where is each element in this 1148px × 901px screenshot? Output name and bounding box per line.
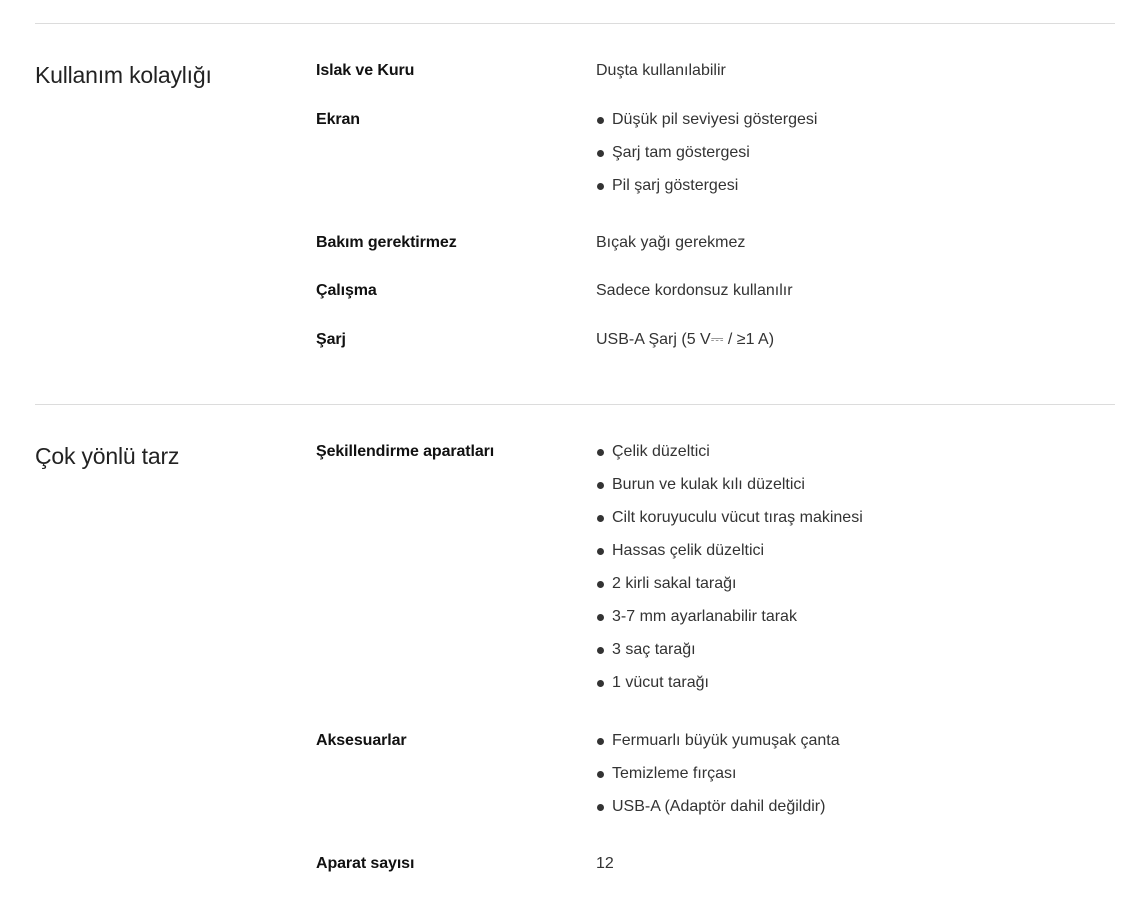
spec-section-versatile-style bbox=[35, 441, 1115, 883]
list-item: Hassas çelik düzeltici bbox=[596, 540, 1115, 573]
list-item: USB-A (Adaptör dahil değildir) bbox=[596, 796, 1115, 818]
list-item: 2 kirli sakal tarağı bbox=[596, 573, 1115, 606]
spec-label: Çalışma bbox=[316, 282, 377, 299]
list-item: Şarj tam göstergesi bbox=[596, 142, 1115, 175]
section-divider bbox=[35, 23, 1115, 24]
section-title: Kullanım kolaylığı bbox=[35, 62, 212, 88]
list-item: 3 saç tarağı bbox=[596, 639, 1115, 672]
spec-value-list bbox=[596, 441, 1115, 730]
spec-label: Şekillendirme aparatları bbox=[316, 443, 495, 460]
list-item: Cilt koruyuculu vücut tıraş makinesi bbox=[596, 507, 1115, 540]
section-divider bbox=[35, 404, 1115, 405]
list-item: Fermuarlı büyük yumuşak çanta bbox=[596, 730, 1115, 763]
spec-value: Bıçak yağı gerekmez bbox=[596, 234, 746, 251]
list-item: Temizleme fırçası bbox=[596, 763, 1115, 796]
list-item: Düşük pil seviyesi göstergesi bbox=[596, 109, 1115, 142]
spec-value-list bbox=[596, 109, 1115, 232]
spec-label: Islak ve Kuru bbox=[316, 62, 415, 79]
spec-rows bbox=[316, 60, 1115, 404]
section-title: Çok yönlü tarz bbox=[35, 443, 180, 469]
spec-rows bbox=[316, 441, 1115, 883]
spec-section-ease-of-use bbox=[35, 60, 1115, 404]
spec-row bbox=[316, 329, 1115, 369]
spec-row bbox=[316, 109, 1115, 232]
spec-row bbox=[316, 853, 1115, 883]
spec-value: Sadece kordonsuz kullanılır bbox=[596, 282, 793, 299]
list-item: Çelik düzeltici bbox=[596, 441, 1115, 474]
spec-page bbox=[35, 0, 1115, 883]
spec-label: Aksesuarlar bbox=[316, 732, 407, 749]
spec-row bbox=[316, 60, 1115, 109]
list-item: 1 vücut tarağı bbox=[596, 672, 1115, 694]
spec-value: USB-A Şarj (5 V⎓ / ≥1 A) bbox=[596, 331, 775, 348]
list-item: Pil şarj göstergesi bbox=[596, 175, 1115, 197]
spec-label: Aparat sayısı bbox=[316, 855, 415, 872]
spec-row bbox=[316, 441, 1115, 730]
list-item: Burun ve kulak kılı düzeltici bbox=[596, 474, 1115, 507]
spec-row bbox=[316, 280, 1115, 329]
spec-row bbox=[316, 232, 1115, 280]
list-item: 3-7 mm ayarlanabilir tarak bbox=[596, 606, 1115, 639]
spec-label: Bakım gerektirmez bbox=[316, 234, 457, 251]
spec-row bbox=[316, 730, 1115, 853]
spec-label: Şarj bbox=[316, 331, 346, 348]
spec-label: Ekran bbox=[316, 111, 360, 128]
spec-value-list bbox=[596, 730, 1115, 853]
spec-value: 12 bbox=[596, 855, 614, 872]
spec-value: Duşta kullanılabilir bbox=[596, 62, 726, 79]
